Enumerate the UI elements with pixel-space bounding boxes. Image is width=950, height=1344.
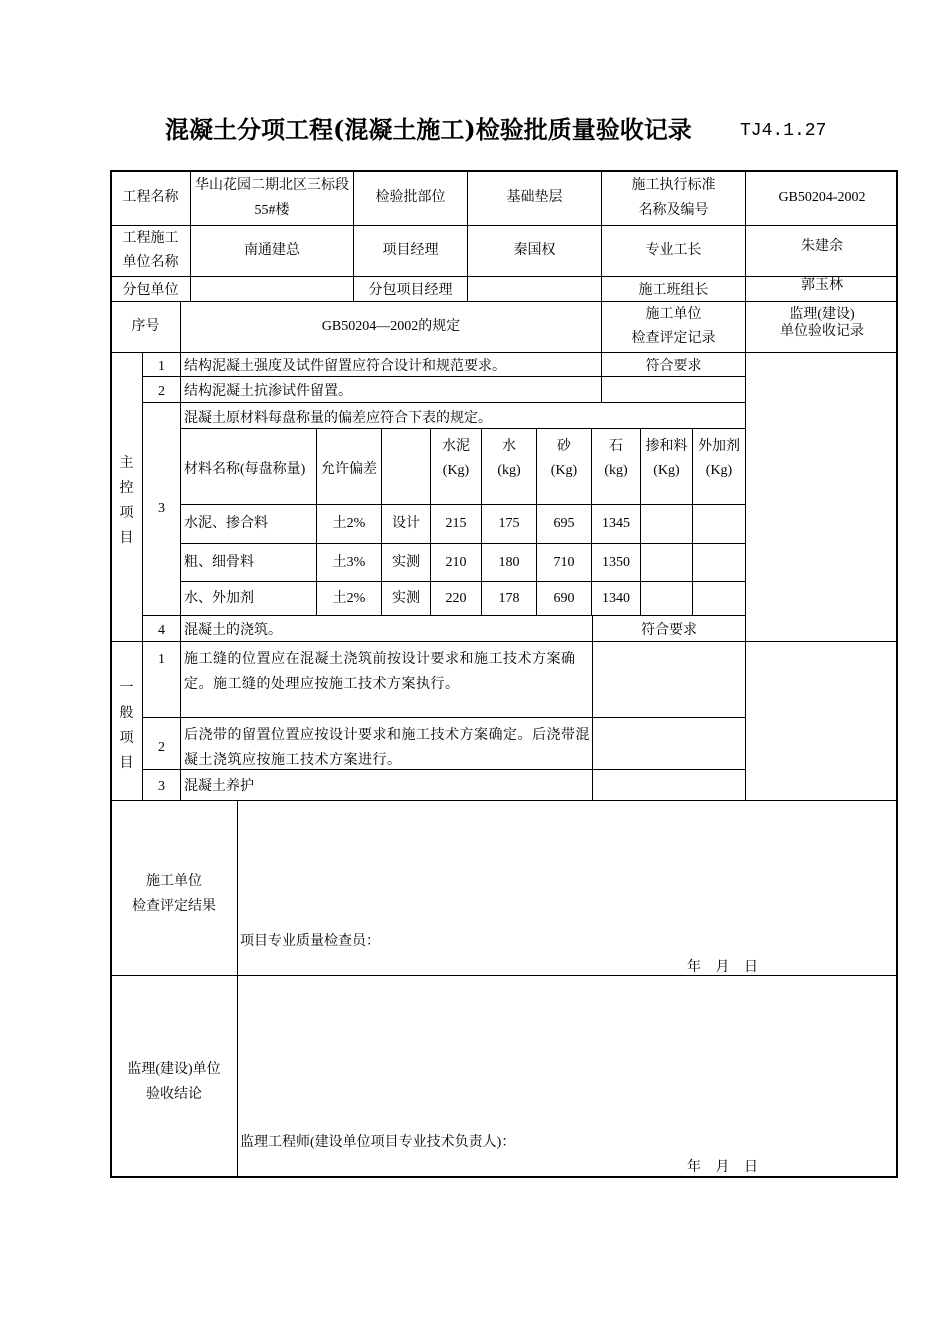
weighing-row-1-cement: 215 xyxy=(430,504,481,543)
main-item-4-text: 混凝土的浇筑。 xyxy=(180,615,592,641)
weighing-row-2-tolerance: 土3% xyxy=(316,543,381,581)
weighing-row-2-chemical-admixture xyxy=(692,543,745,581)
form-code: TJ4.1.27 xyxy=(740,121,827,141)
sub-project-manager-label: 分包项目经理 xyxy=(353,276,467,301)
supervising-engineer-signature-label: 监理工程师(建设单位项目专业技术负责人)： xyxy=(240,1135,516,1150)
weighing-header-tolerance: 允许偏差 xyxy=(316,428,381,504)
main-item-4-result: 符合要求 xyxy=(592,615,745,641)
general-item-3-number: 3 xyxy=(142,769,180,800)
lot-location-value: 基础垫层 xyxy=(467,170,601,225)
foreman-label: 专业工长 xyxy=(601,225,745,276)
weighing-row-1-type: 设计 xyxy=(381,504,430,543)
contractor-result-label: 施工单位 检查评定结果 xyxy=(110,800,237,975)
weighing-row-2-sand: 710 xyxy=(536,543,591,581)
main-item-3-number: 3 xyxy=(142,402,180,615)
contractor-label: 工程施工 单位名称 xyxy=(110,225,190,276)
quality-inspector-signature-label: 项目专业质量检查员： xyxy=(240,934,380,949)
main-item-1-result: 符合要求 xyxy=(601,352,745,376)
standard-value: GB50204-2002 xyxy=(745,170,898,225)
weighing-row-1-sand: 695 xyxy=(536,504,591,543)
main-item-2-text: 结构泥凝土抗渗试件留置。 xyxy=(180,376,601,402)
main-item-4-number: 4 xyxy=(142,615,180,641)
general-item-2-result xyxy=(592,717,745,769)
project-name-label: 工程名称 xyxy=(110,170,190,225)
general-items-supervisor-record xyxy=(745,641,898,800)
seq-header: 序号 xyxy=(110,301,180,352)
sub-project-manager-value xyxy=(467,276,601,301)
subcontractor-value xyxy=(190,276,353,301)
weighing-row-2-cement: 210 xyxy=(430,543,481,581)
weighing-row-3-cement: 220 xyxy=(430,581,481,615)
foreman-value: 朱建余 xyxy=(745,225,898,276)
general-items-label: 一般项目 xyxy=(110,641,142,800)
weighing-row-1-water: 175 xyxy=(481,504,536,543)
supervisor-conclusion-content xyxy=(237,975,898,1178)
main-item-1-number: 1 xyxy=(142,352,180,376)
team-leader-value: 郭玉林 xyxy=(745,276,898,301)
general-item-1-number: 1 xyxy=(142,641,180,717)
weighing-row-2-mineral-admixture xyxy=(640,543,692,581)
weighing-row-3-water: 178 xyxy=(481,581,536,615)
lot-location-label: 检验批部位 xyxy=(353,170,467,225)
weighing-header-sand: 砂 (Kg) xyxy=(536,428,591,504)
inspection-record-table xyxy=(110,170,898,1178)
weighing-row-2-type: 实测 xyxy=(381,543,430,581)
supervisor-conclusion-label: 监理(建设)单位 验收结论 xyxy=(110,975,237,1178)
weighing-header-stone: 石 (kg) xyxy=(591,428,640,504)
weighing-row-3-mineral-admixture xyxy=(640,581,692,615)
supervisor-check-header: 监理(建设) 单位验收记录 xyxy=(745,301,898,352)
weighing-row-3-tolerance: 土2% xyxy=(316,581,381,615)
main-item-3-text: 混凝土原材料每盘称量的偏差应符合下表的规定。 xyxy=(180,402,745,428)
general-item-2-number: 2 xyxy=(142,717,180,769)
general-item-1-text: 施工缝的位置应在混凝土浇筑前按设计要求和施工技术方案确定。施工缝的处理应按施工技术方案执行。 xyxy=(180,641,592,717)
weighing-row-1-chemical-admixture xyxy=(692,504,745,543)
weighing-header-chemical-admixture: 外加剂 (Kg) xyxy=(692,428,745,504)
project-manager-value: 秦国权 xyxy=(467,225,601,276)
weighing-row-2-material: 粗、细骨料 xyxy=(180,543,316,581)
project-name-value: 华山花园二期北区三标段 55#楼 xyxy=(190,170,353,225)
weighing-row-1-material: 水泥、掺合料 xyxy=(180,504,316,543)
project-manager-label: 项目经理 xyxy=(353,225,467,276)
contractor-result-date: 年 月 日 xyxy=(687,960,758,975)
general-item-3-result xyxy=(592,769,745,800)
main-control-supervisor-record xyxy=(745,352,898,641)
general-item-2-text: 后浇带的留置位置应按设计要求和施工技术方案确定。后浇带混凝土浇筑应按施工技术方案进行。 xyxy=(180,717,592,769)
weighing-row-3-material: 水、外加剂 xyxy=(180,581,316,615)
weighing-row-1-stone: 1345 xyxy=(591,504,640,543)
weighing-header-material: 材料名称(每盘称量) xyxy=(180,428,316,504)
standard-label: 施工执行标准 名称及编号 xyxy=(601,170,745,225)
weighing-row-2-stone: 1350 xyxy=(591,543,640,581)
main-control-label: 主控项目 xyxy=(110,352,142,641)
general-item-3-text: 混凝土养护 xyxy=(180,769,592,800)
weighing-row-3-sand: 690 xyxy=(536,581,591,615)
weighing-row-3-type: 实测 xyxy=(381,581,430,615)
contractor-result-content xyxy=(237,800,898,975)
weighing-header-mineral-admixture: 掺和料 (Kg) xyxy=(640,428,692,504)
weighing-row-3-stone: 1340 xyxy=(591,581,640,615)
weighing-header-water: 水 (kg) xyxy=(481,428,536,504)
weighing-row-1-tolerance: 土2% xyxy=(316,504,381,543)
weighing-row-2-water: 180 xyxy=(481,543,536,581)
supervisor-conclusion-date: 年 月 日 xyxy=(687,1160,758,1175)
weighing-row-1-mineral-admixture xyxy=(640,504,692,543)
main-item-1-text: 结构泥凝土强度及试件留置应符合设计和规范要求。 xyxy=(180,352,601,376)
form-title: 混凝土分项工程(混凝土施工)检验批质量验收记录 xyxy=(165,115,692,144)
main-item-2-result xyxy=(601,376,745,402)
spec-header: GB50204—2002的规定 xyxy=(180,301,601,352)
weighing-row-3-chemical-admixture xyxy=(692,581,745,615)
main-item-2-number: 2 xyxy=(142,376,180,402)
weighing-header-type xyxy=(381,428,430,504)
weighing-header-cement: 水泥 (Kg) xyxy=(430,428,481,504)
contractor-check-header: 施工单位 检查评定记录 xyxy=(601,301,745,352)
subcontractor-label: 分包单位 xyxy=(110,276,190,301)
contractor-value: 南通建总 xyxy=(190,225,353,276)
general-item-1-result xyxy=(592,641,745,717)
team-leader-label: 施工班组长 xyxy=(601,276,745,301)
